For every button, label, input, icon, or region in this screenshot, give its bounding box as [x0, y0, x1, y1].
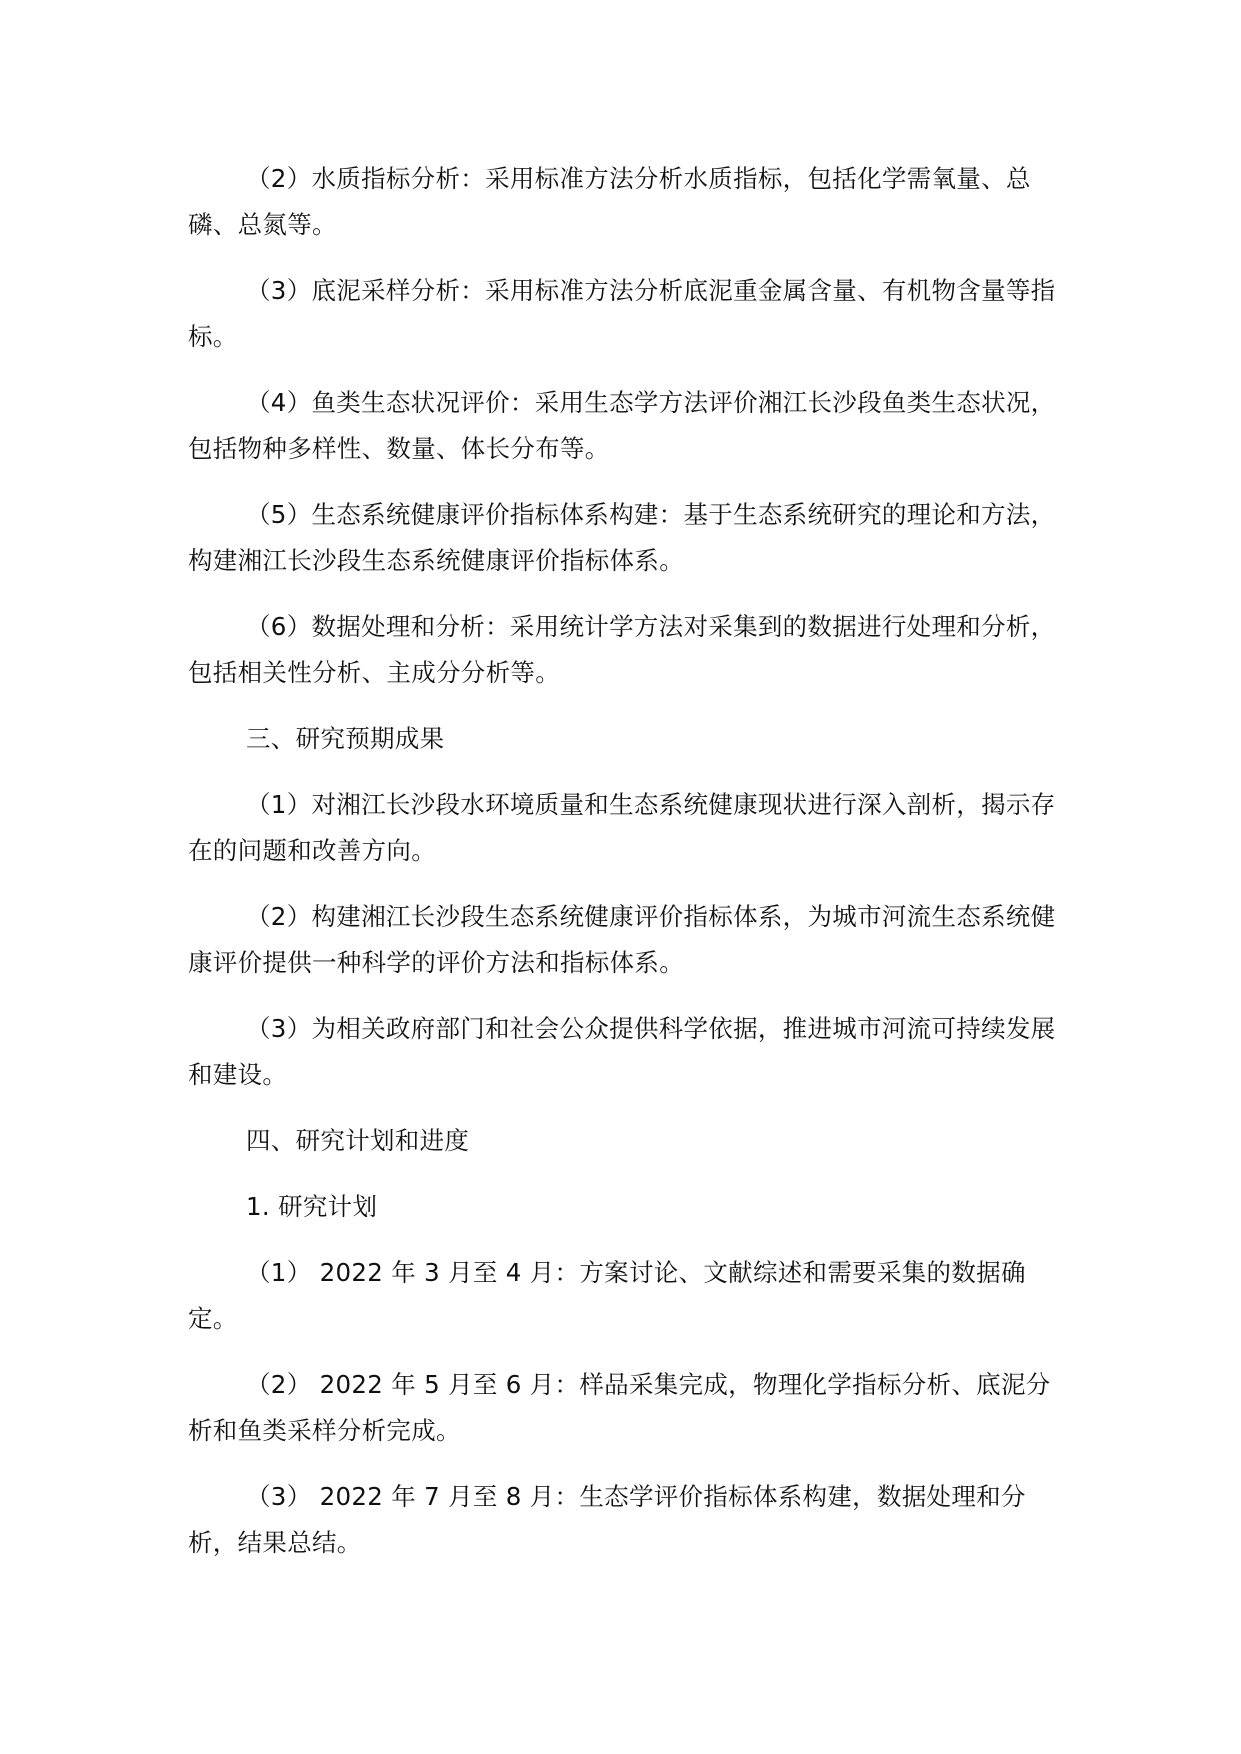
paragraph-result-2: （2）构建湘江长沙段生态系统健康评价指标体系，为城市河流生态系统健康评价提供一种科学的评价方法和指标体系。	[188, 902, 1056, 977]
section-heading-plan-schedule: 四、研究计划和进度	[246, 1126, 470, 1155]
paragraph-sediment-analysis: （3）底泥采样分析：采用标准方法分析底泥重金属含量、有机物含量等指标。	[188, 276, 1056, 351]
section-heading-expected-results: 三、研究预期成果	[246, 724, 445, 753]
paragraph-health-index-system: （5）生态系统健康评价指标体系构建：基于生态系统研究的理论和方法，构建湘江长沙段生态系统健康评价指标体系。	[188, 500, 1056, 575]
paragraph-water-quality-analysis: （2）水质指标分析：采用标准方法分析水质指标，包括化学需氧量、总磷、总氮等。	[188, 164, 1031, 239]
paragraph-result-3: （3）为相关政府部门和社会公众提供科学依据，推进城市河流可持续发展和建设。	[188, 1014, 1056, 1089]
paragraph-fish-ecology-evaluation: （4）鱼类生态状况评价：采用生态学方法评价湘江长沙段鱼类生态状况，包括物种多样性、数量、体长分布等。	[188, 388, 1056, 463]
paragraph-plan-2: （2） 2022 年 5 月至 6 月：样品采集完成，物理化学指标分析、底泥分析和鱼类采样分析完成。	[188, 1370, 1051, 1445]
paragraph-data-processing: （6）数据处理和分析：采用统计学方法对采集到的数据进行处理和分析，包括相关性分析、主成分分析等。	[188, 612, 1056, 687]
subsection-heading-research-plan: 1. 研究计划	[246, 1192, 378, 1221]
document-body	[188, 156, 1068, 1586]
paragraph-result-1: （1）对湘江长沙段水环境质量和生态系统健康现状进行深入剖析，揭示存在的问题和改善方向。	[188, 790, 1056, 865]
paragraph-plan-3: （3） 2022 年 7 月至 8 月：生态学评价指标体系构建，数据处理和分析，结果总结。	[188, 1482, 1026, 1557]
paragraph-plan-1: （1） 2022 年 3 月至 4 月：方案讨论、文献综述和需要采集的数据确定。	[188, 1258, 1026, 1333]
